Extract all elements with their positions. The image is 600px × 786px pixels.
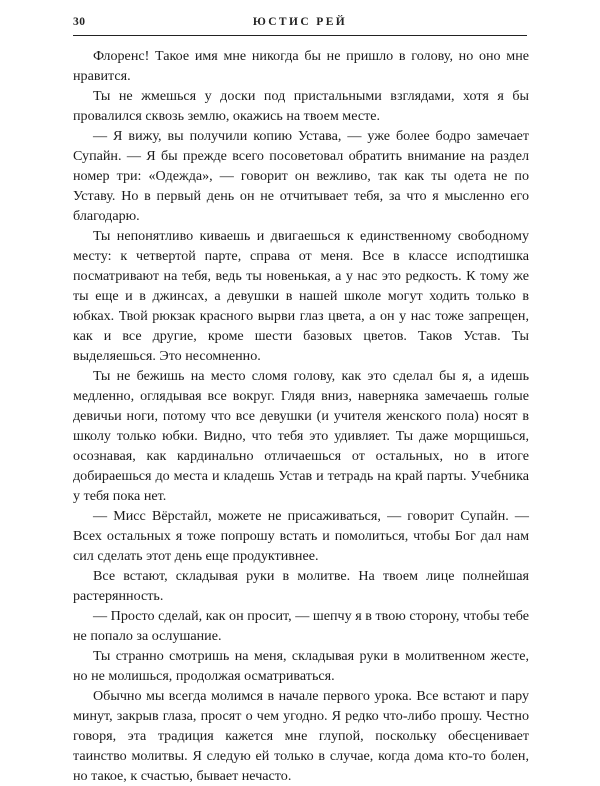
paragraph: Все встают, складывая руки в молитве. На твоем лице полнейшая растерянность. bbox=[73, 568, 529, 604]
body-text bbox=[73, 46, 529, 786]
paragraph: — Я вижу, вы получили копию Устава, — уже более бодро замечает Супайн. — Я бы прежде всего посоветовал обратить внимание на раздел номер три: «Одежда», — говорит он вежливо, так как ты одета не по Уставу. Но в первый день он не отчитывает тебя, за что я мысленно его благодарю. bbox=[73, 128, 529, 224]
paragraph: Обычно мы всегда молимся в начале первого урока. Все встают и пару минут, закрыв глаза, просят о чем угодно. Я редко что-либо прошу. Честно говоря, эта традиция кажется мне глупой, поскольку обесценивает таинство молитвы. Я следую ей только в случае, когда дома кто-то болен, но такое, к счастью, бывает нечасто. bbox=[73, 688, 529, 784]
paragraph: Ты не жмешься у доски под пристальными взглядами, хотя я бы провалился сквозь землю, окажись на твоем месте. bbox=[73, 88, 529, 124]
paragraph: Ты странно смотришь на меня, складывая руки в молитвенном жесте, но не молишься, продолжая осматриваться. bbox=[73, 648, 529, 684]
running-head-author: ЮСТИС РЕЙ bbox=[252, 16, 348, 28]
paragraph: — Мисс Вёрстайл, можете не присаживаться, — говорит Супайн. — Всех остальных я тоже попрошу встать и помолиться, чтобы Бог дал нам сил сделать этот день еще продуктивнее. bbox=[73, 508, 529, 564]
paragraph: Ты не бежишь на место сломя голову, как это сделал бы я, а идешь медленно, оглядывая все вокруг. Глядя вниз, наверняка замечаешь голые девичьи ноги, потому что все девушки (и учителя женского пола) носят в школу только юбки. Видно, что тебя это удивляет. Ты даже морщишься, осознавая, как кардинально отличаешься от остальных, но в итоге добираешься до места и кладешь Устав и тетрадь на край парты. Учебника у тебя пока нет. bbox=[73, 368, 529, 504]
page-number: 30 bbox=[73, 16, 86, 28]
page-header bbox=[73, 14, 527, 36]
paragraph: — Просто сделай, как он просит, — шепчу я в твою сторону, чтобы тебе не попало за ослушание. bbox=[73, 608, 529, 644]
paragraph: Флоренс! Такое имя мне никогда бы не пришло в голову, но оно мне нравится. bbox=[73, 48, 529, 84]
paragraph: Ты непонятливо киваешь и двигаешься к единственному свободному месту: к четвертой парте, справа от меня. Все в классе исподтишка посматривают на тебя, ведь ты новенькая, а у нас это редкость. К тому же ты еще и в джинсах, а девушки в нашей школе могут ходить только в юбках. Твой рюкзак красного вырви глаз цвета, а он у нас тоже запрещен, как и все другие, кроме шести базовых цветов. Таков Устав. Ты выделяешься. Это несомненно. bbox=[73, 228, 529, 364]
header-rule bbox=[73, 35, 527, 36]
